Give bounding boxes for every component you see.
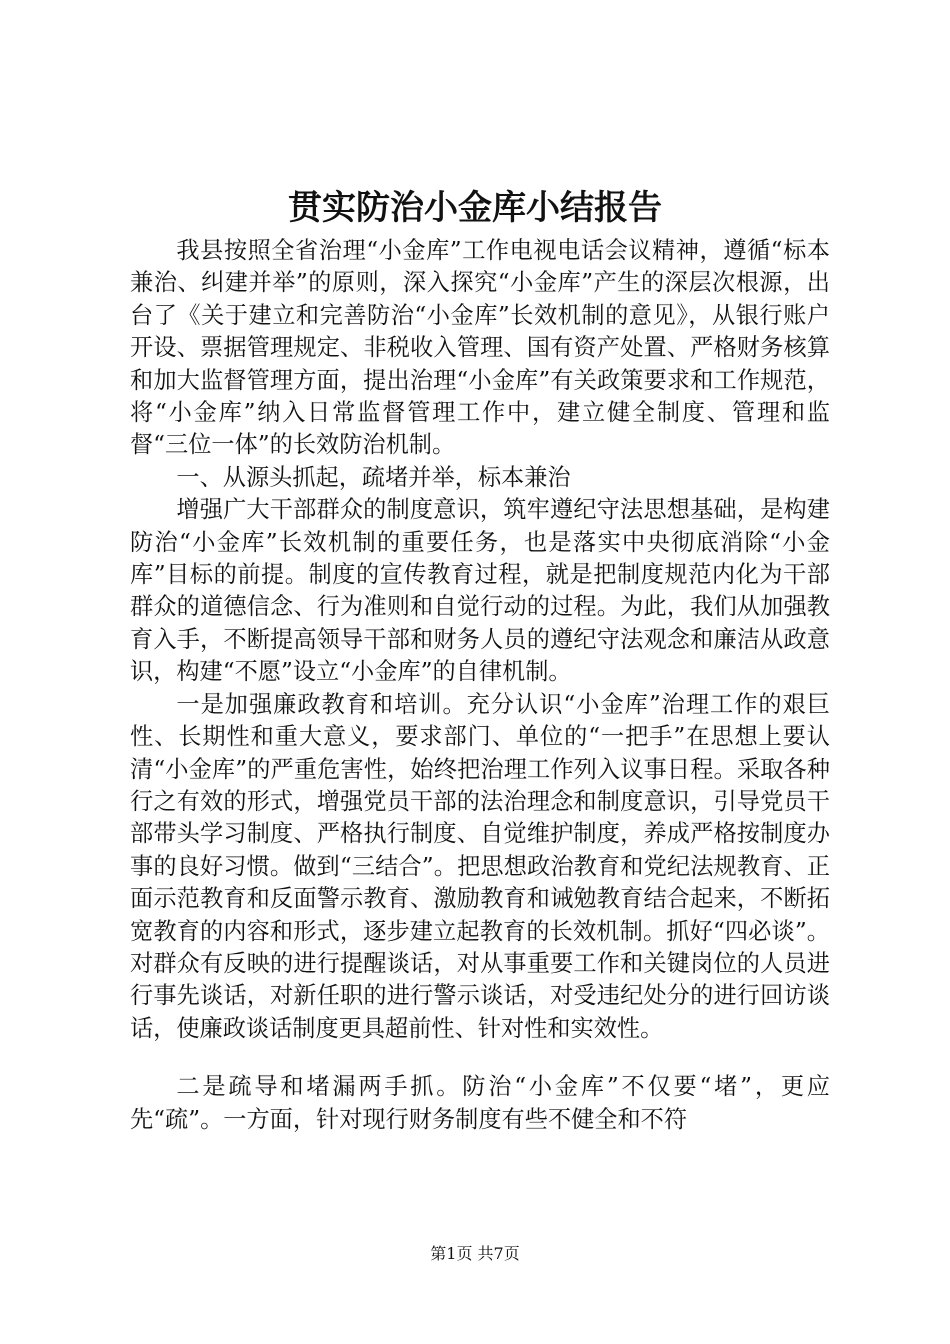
paragraph-education: 增强广大干部群众的制度意识，筑牢遵纪守法思想基础，是构建防治“小金库”长效机制的重要任务，也是落实中央彻底消除“小金库”目标的前提。制度的宣传教育过程，就是把制度规范内化为干部群众的道德信念、行为准则和自觉行动的过程。为此，我们从加强教育入手，不断提高领导干部和财务人员的遵纪守法观念和廉洁从政意识，构建“不愿”设立“小金库”的自律机制。 [130, 496, 830, 686]
paragraph-intro: 我县按照全省治理“小金库”工作电视电话会议精神，遵循“标本兼治、纠建并举”的原则，深入探究“小金库”产生的深层次根源，出台了《关于建立和完善防治“小金库”长效机制的意见》，从银行账户开设、票据管理规定、非税收入管理、国有资产处置、严格财务核算和加大监督管理方面，提出治理“小金库”有关政策要求和工作规范，将“小金库”纳入日常监督管理工作中，建立健全制度、管理和监督“三位一体”的长效防治机制。 [130, 237, 830, 459]
document-title: 贯实防治小金库小结报告 [288, 188, 662, 228]
paragraph-guidance: 二是疏导和堵漏两手抓。防治“小金库”不仅要“堵”，更应先“疏”。一方面，针对现行财务制度有些不健全和不符 [130, 1073, 830, 1133]
section-heading-1: 一、从源头抓起，疏堵并举，标本兼治 [176, 463, 571, 491]
paragraph-training: 一是加强廉政教育和培训。充分认识“小金库”治理工作的艰巨性、长期性和重大意义，要求部门、单位的“一把手”在思想上要认清“小金库”的严重危害性，始终把治理工作列入议事日程。采取各种行之有效的形式，增强党员干部的法治理念和制度意识，引导党员干部带头学习制度、严格执行制度、自觉维护制度，养成严格按制度办事的良好习惯。做到“三结合”。把思想政治教育和党纪法规教育、正面示范教育和反面警示教育、激励教育和诫勉教育结合起来，不断拓宽教育的内容和形式，逐步建立起教育的长效机制。抓好“四必谈”。对群众有反映的进行提醒谈话，对从事重要工作和关键岗位的人员进行事先谈话，对新任职的进行警示谈话，对受违纪处分的进行回访谈话，使廉政谈话制度更具超前性、针对性和实效性。 [130, 690, 830, 1042]
document-body [130, 235, 830, 1136]
page-footer: 第1页 共7页 [430, 1244, 520, 1263]
